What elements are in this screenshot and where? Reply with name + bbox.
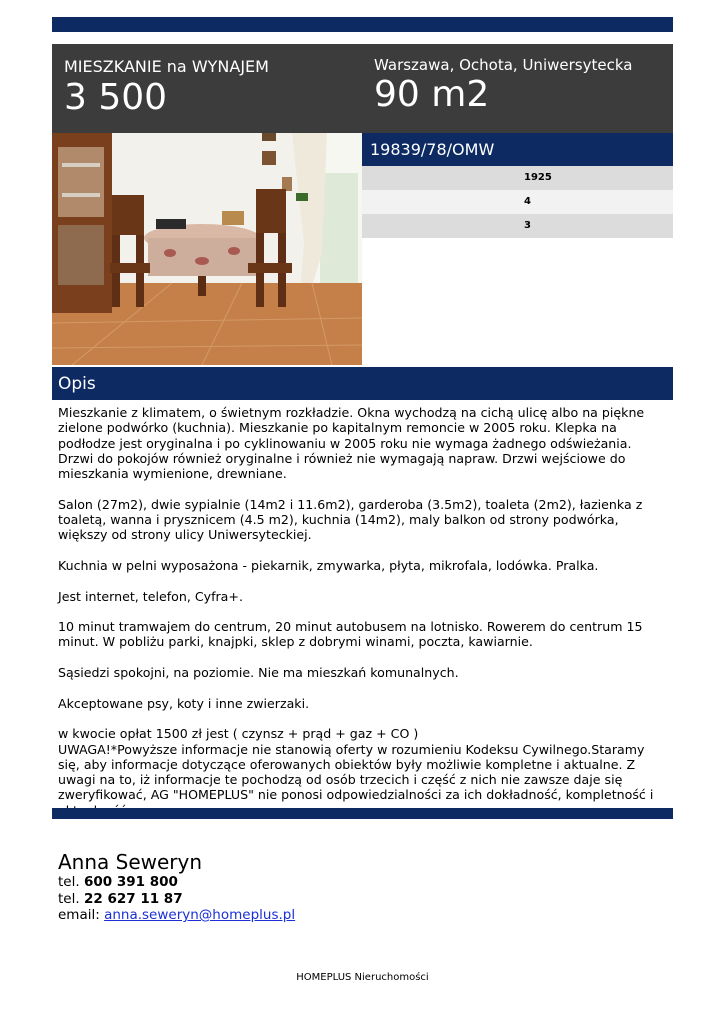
detail-row <box>362 214 673 238</box>
description-paragraph: Kuchnia w pelni wyposażona - piekarnik, zmywarka, płyta, mikrofala, lodówka. Pralka. <box>58 557 599 573</box>
detail-row <box>362 166 673 190</box>
listing-price: 3 500 <box>64 77 168 118</box>
top-bar <box>52 17 673 32</box>
tel-label: tel. <box>58 890 80 907</box>
phone-line-2 <box>58 891 295 908</box>
description-paragraph: Mieszkanie z klimatem, o świetnym rozkładzie. Okna wychodzą na cichą ulicę albo na piękne zielone podwórko (kuchnia). Mieszkanie po kapitalnym remoncie w 2005 roku. Klepka na podłodze jest oryginalna i po cyklinowaniu w 2005 roku nie wymaga żadnego odświeżania. Drzwi do pokojów również oryginalne i również nie wymagają napraw. Drzwi wejściowe do mieszkania wymienione, drewniane. <box>58 405 645 482</box>
phone-number-1[interactable]: 600 391 800 <box>83 874 178 890</box>
phone-line-1 <box>58 874 295 891</box>
disclaimer: UWAGA!*Powyższe informacje nie stanowią oferty w rozumieniu Kodeksu Cywilnego.Staramy się, aby informacje dotyczące oferowanych obiektów były możliwie kompletne i aktualne. Z uwagi na to, iż informacje te pochodzą od osób trzecich i część z nich nie zawsze daje się zweryfikować, AG "HOMEPLUS" nie ponosi odpowiedzialności za ich dokładność, kompletność i <box>58 741 654 803</box>
fees-note: w kwocie opłat 1500 zł jest ( czynsz + prąd + gaz + CO ) <box>58 726 419 742</box>
listing-type: MIESZKANIE na WYNAJEM <box>64 57 269 76</box>
detail-value: 3 <box>524 220 531 231</box>
contact-block <box>58 850 295 924</box>
description-paragraph: Akceptowane psy, koty i inne zwierzaki. <box>58 695 310 711</box>
listing-area: 90 m2 <box>374 74 490 115</box>
description-header <box>52 367 673 400</box>
reference-number-bar <box>362 133 673 166</box>
email-link[interactable]: anna.seweryn@homeplus.pl <box>104 907 296 923</box>
bottom-bar <box>52 808 673 819</box>
email-label: email: <box>58 907 100 923</box>
listing-location: Warszawa, Ochota, Uniwersytecka <box>374 56 633 74</box>
description-text <box>58 405 668 818</box>
description-paragraph: 10 minut tramwajem do centrum, 20 minut autobusem na lotnisko. Rowerem do centrum 15 minut. W pobliżu parki, knajpki, sklep z dobrymi winami, poczta, kawiarnie. <box>58 619 643 650</box>
description-title: Opis <box>58 374 96 394</box>
reference-number: 19839/78/OMW <box>370 140 495 159</box>
description-paragraph: Salon (27m2), dwie sypialnie (14m2 i 11.6m2), garderoba (3.5m2), toaleta (2m2), łazienka z toaletą, wanna i prysznicem (4.5 m2), kuchnia (14m2), maly balkon od strony podwórka, większy od strony ulicy Uniwersyteckiej. <box>58 496 643 543</box>
description-paragraph: Jest internet, telefon, Cyfra+. <box>58 588 243 604</box>
tel-label: tel. <box>58 874 80 890</box>
detail-value: 1925 <box>524 172 552 183</box>
apartment-photo <box>52 133 362 365</box>
description-paragraph: Sąsiedzi spokojni, na poziomie. Nie ma mieszkań komunalnych. <box>58 665 459 681</box>
detail-value: 4 <box>524 196 531 207</box>
detail-row <box>362 190 673 214</box>
agent-name: Anna Seweryn <box>58 850 203 874</box>
footer-agency: HOMEPLUS Nieruchomości <box>296 972 429 983</box>
phone-number-2[interactable]: 22 627 11 87 <box>83 890 183 907</box>
email-line <box>58 907 295 924</box>
listing-header <box>52 44 673 133</box>
